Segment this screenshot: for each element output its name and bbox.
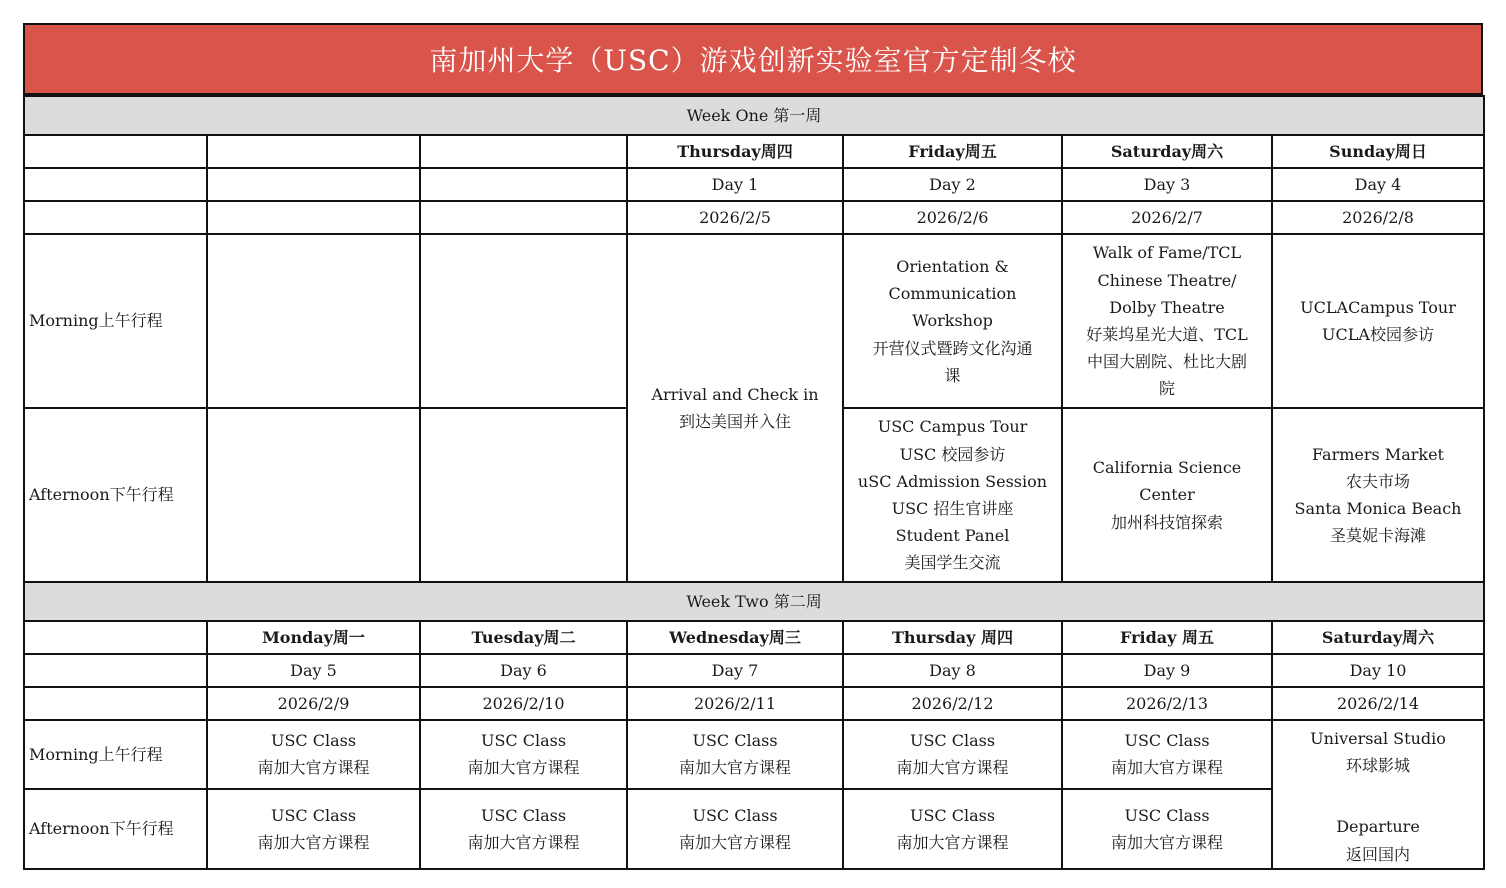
- day-number: Day 4: [1272, 168, 1484, 201]
- day-number: Day 7: [627, 654, 843, 687]
- week-one-days-row: [24, 135, 1484, 168]
- class-cn: 南加大官方课程: [467, 758, 580, 778]
- class-cell: [207, 789, 420, 869]
- date-cell: 2026/2/14: [1272, 687, 1484, 720]
- date-cell: 2026/2/9: [207, 687, 420, 720]
- class-cn: 南加大官方课程: [257, 832, 370, 852]
- day-number: Day 1: [627, 168, 843, 201]
- day-name: Friday周五: [843, 135, 1062, 168]
- class-cell: [627, 720, 843, 789]
- schedule-frame: [23, 23, 1483, 870]
- class-cn: 南加大官方课程: [896, 832, 1009, 852]
- day-name: Tuesday周二: [420, 621, 627, 654]
- day-number: [420, 168, 627, 201]
- activity-line: Universal Studio: [1310, 729, 1446, 748]
- class-cn: 南加大官方课程: [1110, 832, 1223, 852]
- class-cell: [1062, 789, 1272, 869]
- class-en: USC Class: [1124, 731, 1210, 751]
- activity-line: 环球影城: [1346, 756, 1411, 776]
- empty-cell: [24, 687, 207, 720]
- class-en: USC Class: [909, 731, 996, 751]
- day-name: Wednesday周三: [627, 621, 843, 654]
- date-cell: 2026/2/6: [843, 201, 1062, 234]
- week-one-label: Week One 第一周: [24, 96, 1484, 135]
- class-en: USC Class: [480, 805, 567, 825]
- week-one-date-row: [24, 201, 1484, 234]
- activity-line: USC 招生官讲座: [891, 499, 1014, 518]
- date-cell: 2026/2/12: [843, 687, 1062, 720]
- class-cell: [627, 789, 843, 869]
- class-cell: [420, 720, 627, 789]
- week-one-daynum-row: [24, 168, 1484, 201]
- class-cn: 南加大官方课程: [896, 758, 1009, 778]
- arrival-en: Arrival and Check in: [651, 384, 819, 404]
- week-two-days-row: [24, 621, 1484, 654]
- afternoon-label: Afternoon下午行程: [24, 408, 207, 582]
- morning-label: Morning上午行程: [24, 720, 207, 789]
- empty-cell: [24, 654, 207, 687]
- empty-cell: [24, 168, 207, 201]
- class-en: USC Class: [1124, 805, 1210, 825]
- class-cell: [1062, 720, 1272, 789]
- fri-afternoon-activity: [843, 408, 1062, 582]
- class-cn: 南加大官方课程: [257, 758, 370, 778]
- day-name: Sunday周日: [1272, 135, 1484, 168]
- activity-line: Student Panel: [895, 526, 1010, 546]
- empty-cell: [207, 408, 420, 582]
- day-name: Thursday周四: [627, 135, 843, 168]
- date-cell: 2026/2/8: [1272, 201, 1484, 234]
- activity-line: Departure: [1336, 817, 1420, 837]
- class-cn: 南加大官方课程: [678, 758, 791, 778]
- class-cn: 南加大官方课程: [467, 832, 580, 852]
- fri-morning-activity: [843, 234, 1062, 408]
- activity-line: 院: [1158, 379, 1175, 399]
- activity-line: USC 校园参访: [899, 444, 1006, 464]
- day-name: Friday 周五: [1062, 621, 1272, 654]
- day-number: Day 10: [1272, 654, 1484, 687]
- class-cell: [843, 789, 1062, 869]
- day-name: Monday周一: [207, 621, 420, 654]
- date-cell: 2026/2/11: [627, 687, 843, 720]
- activity-line: 圣莫妮卡海滩: [1330, 526, 1427, 546]
- activity-line: Chinese Theatre/: [1097, 270, 1237, 290]
- date-cell: 2026/2/10: [420, 687, 627, 720]
- activity-line: 美国学生交流: [904, 553, 1001, 573]
- arrival-cell: [627, 234, 843, 582]
- empty-cell: [24, 621, 207, 654]
- empty-cell: [420, 234, 627, 408]
- day-number: Day 8: [843, 654, 1062, 687]
- class-cn: 南加大官方课程: [678, 832, 791, 852]
- class-en: USC Class: [692, 731, 778, 751]
- empty-cell: [420, 408, 627, 582]
- morning-label: Morning上午行程: [24, 234, 207, 408]
- class-en: USC Class: [692, 805, 778, 825]
- date-cell: 2026/2/5: [627, 201, 843, 234]
- class-en: USC Class: [480, 731, 567, 751]
- week-two-label: Week Two 第二周: [24, 582, 1484, 621]
- day-name: Saturday周六: [1062, 135, 1272, 168]
- activity-line: USC Campus Tour: [877, 417, 1028, 437]
- class-cell: [420, 789, 627, 869]
- sun-morning-activity: [1272, 234, 1484, 408]
- class-en: USC Class: [270, 731, 357, 751]
- activity-line: California Science: [1092, 458, 1242, 478]
- activity-line: Dolby Theatre: [1109, 297, 1225, 317]
- week-two-daynum-row: [24, 654, 1484, 687]
- schedule-table: [23, 95, 1485, 870]
- activity-line: UCLA校园参访: [1322, 325, 1434, 344]
- activity-line: 课: [944, 365, 961, 385]
- date-cell: 2026/2/7: [1062, 201, 1272, 234]
- week-one-header-row: [24, 96, 1484, 135]
- week-two-date-row: [24, 687, 1484, 720]
- day-name: [207, 135, 420, 168]
- class-en: USC Class: [909, 805, 996, 825]
- activity-line: Center: [1139, 485, 1195, 505]
- week-two-morning-row: [24, 720, 1484, 789]
- day-name: Thursday 周四: [843, 621, 1062, 654]
- activity-line: Orientation &: [896, 257, 1009, 277]
- activity-line: 好莱坞星光大道、TCL: [1086, 325, 1248, 344]
- sat-final-cell: [1272, 720, 1484, 869]
- date-cell: [207, 201, 420, 234]
- day-name: Saturday周六: [1272, 621, 1484, 654]
- day-number: Day 6: [420, 654, 627, 687]
- week-one-morning-row: [24, 234, 1484, 408]
- activity-line: Workshop: [912, 311, 993, 331]
- sat-morning-activity: [1062, 234, 1272, 408]
- sun-afternoon-activity: [1272, 408, 1484, 582]
- activity-line: UCLACampus Tour: [1300, 297, 1456, 317]
- empty-cell: [24, 135, 207, 168]
- activity-line: Walk of Fame/TCL: [1092, 243, 1242, 263]
- activity-line: 返回国内: [1346, 844, 1411, 864]
- day-name: [420, 135, 627, 168]
- activity-line: Santa Monica Beach: [1294, 499, 1462, 518]
- page-title: 南加州大学（USC）游戏创新实验室官方定制冬校: [23, 23, 1483, 95]
- activity-line: 加州科技馆探索: [1110, 512, 1223, 532]
- day-number: Day 3: [1062, 168, 1272, 201]
- empty-cell: [207, 234, 420, 408]
- day-number: Day 2: [843, 168, 1062, 201]
- arrival-cn: 到达美国并入住: [678, 412, 791, 431]
- activity-line: Communication: [888, 284, 1017, 304]
- class-en: USC Class: [270, 805, 357, 825]
- day-number: Day 5: [207, 654, 420, 687]
- sat-afternoon-activity: [1062, 408, 1272, 582]
- class-cell: [843, 720, 1062, 789]
- class-cn: 南加大官方课程: [1110, 758, 1223, 778]
- activity-line: Farmers Market: [1312, 444, 1444, 464]
- class-cell: [207, 720, 420, 789]
- activity-line: 中国大剧院、杜比大剧: [1086, 352, 1247, 372]
- day-number: Day 9: [1062, 654, 1272, 687]
- date-cell: 2026/2/13: [1062, 687, 1272, 720]
- activity-line: uSC Admission Session: [857, 471, 1048, 491]
- activity-line: 农夫市场: [1346, 471, 1411, 491]
- empty-cell: [24, 201, 207, 234]
- date-cell: [420, 201, 627, 234]
- week-two-afternoon-row: [24, 789, 1484, 869]
- day-number: [207, 168, 420, 201]
- activity-line: 开营仪式暨跨文化沟通: [872, 338, 1033, 358]
- afternoon-label: Afternoon下午行程: [24, 789, 207, 869]
- week-two-header-row: [24, 582, 1484, 621]
- spacer: [1277, 779, 1479, 813]
